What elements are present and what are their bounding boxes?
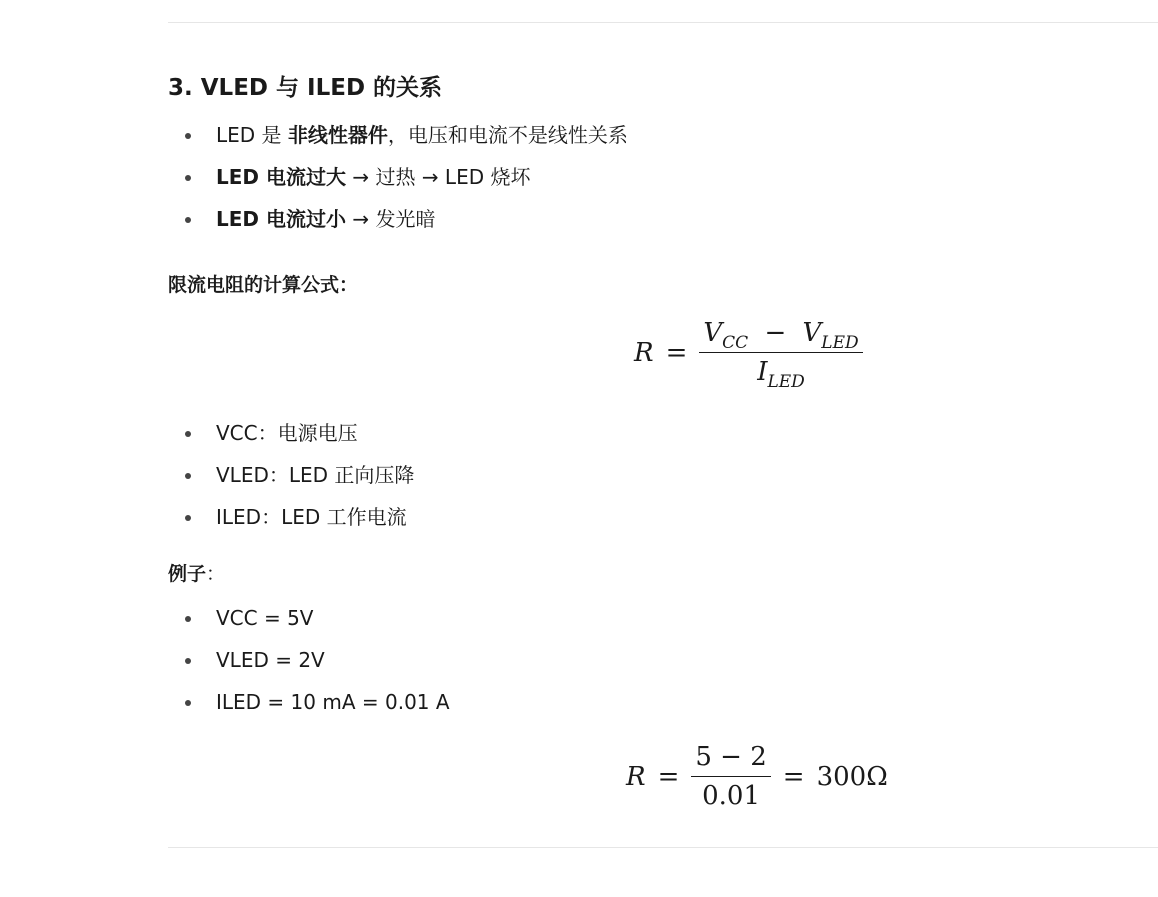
example-list <box>168 597 450 723</box>
list-item: VLED = 2V <box>168 639 450 681</box>
formula-label: 限流电阻的计算公式： <box>168 274 359 296</box>
formula-fraction: $\frac{V_{CC} - V_{LED}}{I_{LED}}$ <box>699 318 862 387</box>
list-item: LED 电流过大 → 过热 → LED 烧坏 <box>168 156 628 198</box>
list-item: VCC：电源电压 <box>168 412 414 454</box>
bullet-icon <box>185 431 191 437</box>
resistor-formula: R = $\frac{V_{CC} - V_{LED}}{I_{LED}}$ <box>634 318 863 387</box>
bullet-icon <box>185 515 191 521</box>
list-item: ILED = 10 mA = 0.01 A <box>168 681 450 723</box>
section-heading: 3. VLED 与 ILED 的关系 <box>168 75 443 101</box>
example-fraction: $\frac{5 - 2}{0.01}$ <box>691 742 770 811</box>
list-item: LED 是 非线性器件，电压和电流不是线性关系 <box>168 114 628 156</box>
bullet-icon <box>185 616 191 622</box>
bullet-icon <box>185 658 191 664</box>
bullet-icon <box>185 175 191 181</box>
list-item: VLED：LED 正向压降 <box>168 454 414 496</box>
bottom-divider <box>168 847 1158 848</box>
list-item: ILED：LED 工作电流 <box>168 496 414 538</box>
bullet-icon <box>185 217 191 223</box>
list-item: VCC = 5V <box>168 597 450 639</box>
bullet-icon <box>185 473 191 479</box>
bullet-icon <box>185 700 191 706</box>
relation-list <box>168 114 628 240</box>
example-label: 例子： <box>168 563 226 585</box>
example-formula: R = $\frac{5 - 2}{0.01}$ = 300Ω <box>626 742 888 811</box>
list-item: LED 电流过小 → 发光暗 <box>168 198 628 240</box>
variable-list <box>168 412 414 538</box>
bullet-icon <box>185 133 191 139</box>
top-divider <box>168 22 1158 23</box>
